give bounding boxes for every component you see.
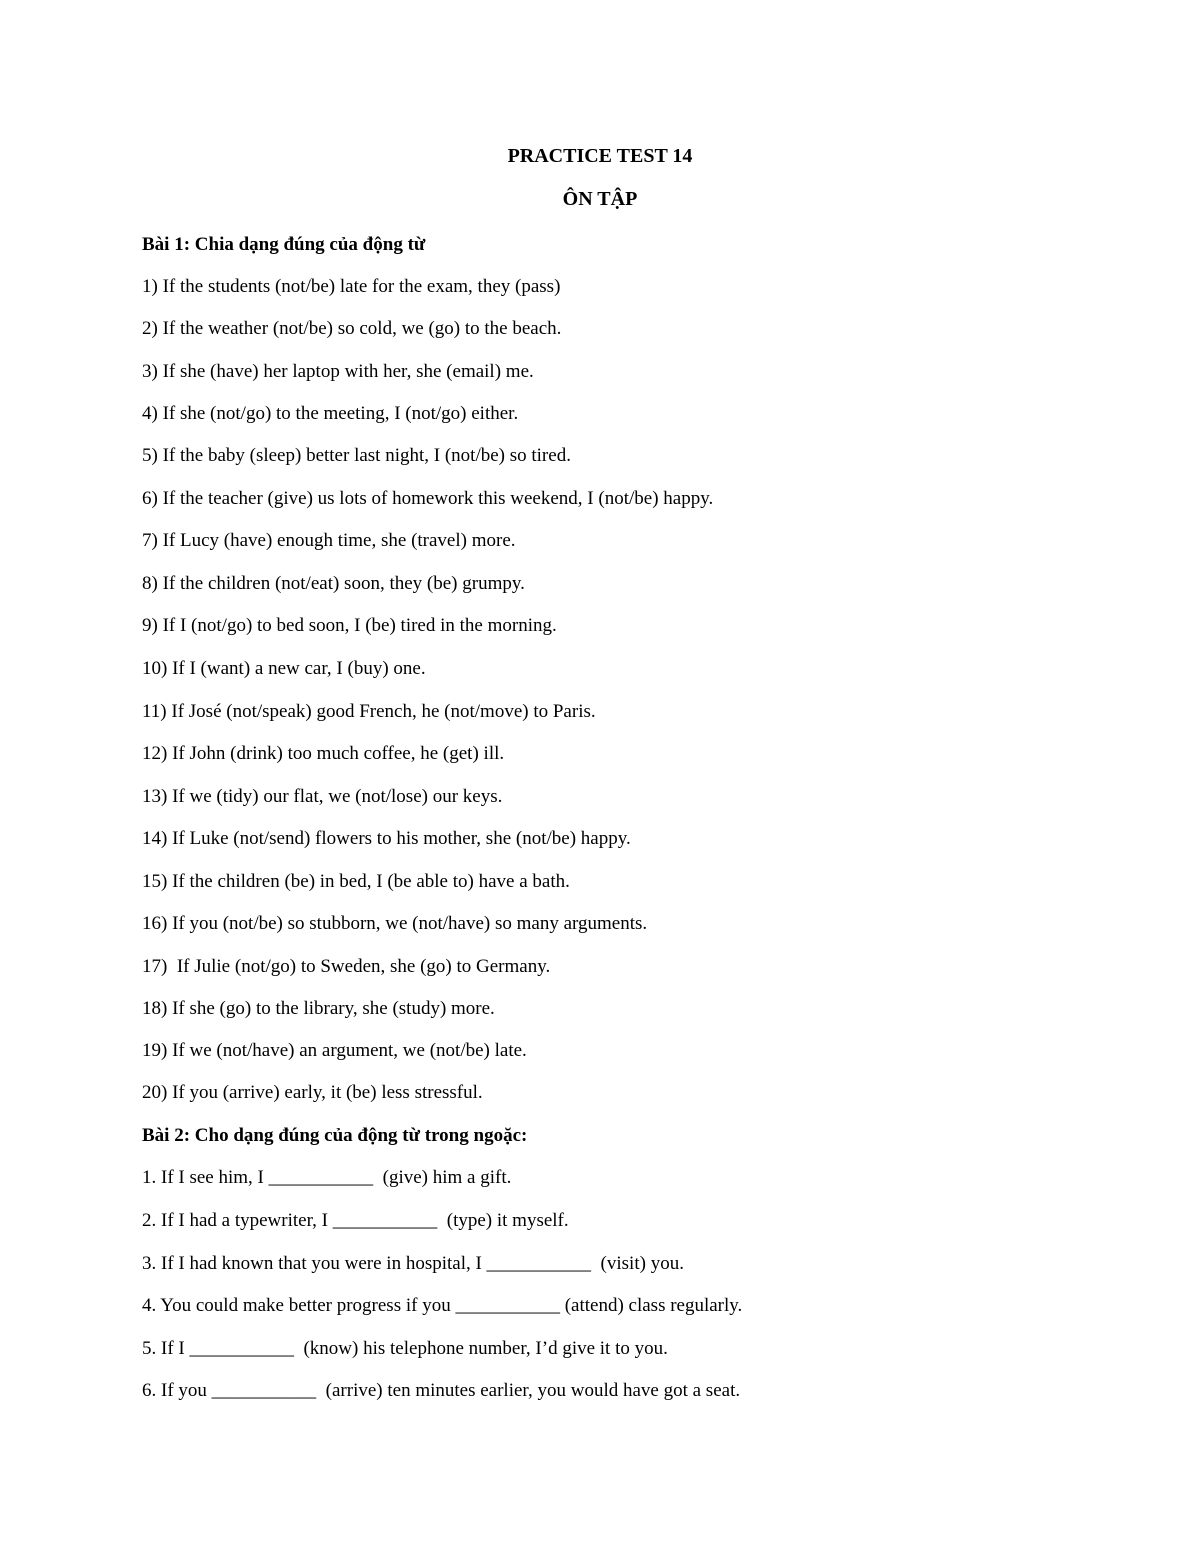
exercise2-item: 4. You could make better progress if you ___________ (attend) class regularly. bbox=[142, 1295, 743, 1316]
exercise1-item: 10) If I (want) a new car, I (buy) one. bbox=[142, 658, 426, 679]
exercise1-item: 20) If you (arrive) early, it (be) less stressful. bbox=[142, 1082, 483, 1103]
exercise1-item: 17) If Julie (not/go) to Sweden, she (go) to Germany. bbox=[142, 956, 551, 977]
section1-heading: Bài 1: Chia dạng đúng của động từ bbox=[142, 234, 426, 255]
exercise1-item: 12) If John (drink) too much coffee, he (get) ill. bbox=[142, 743, 505, 764]
exercise1-item: 7) If Lucy (have) enough time, she (travel) more. bbox=[142, 530, 516, 551]
exercise1-item: 18) If she (go) to the library, she (study) more. bbox=[142, 998, 495, 1019]
exercise1-item: 9) If I (not/go) to bed soon, I (be) tired in the morning. bbox=[142, 615, 557, 636]
exercise2-item: 3. If I had known that you were in hospital, I ___________ (visit) you. bbox=[142, 1253, 684, 1274]
exercise1-item: 13) If we (tidy) our flat, we (not/lose) our keys. bbox=[142, 786, 503, 807]
page-title: PRACTICE TEST 14 bbox=[507, 145, 693, 167]
exercise1-item: 11) If José (not/speak) good French, he (not/move) to Paris. bbox=[142, 701, 596, 722]
exercise1-item: 3) If she (have) her laptop with her, she (email) me. bbox=[142, 361, 534, 382]
exercise2-item: 1. If I see him, I ___________ (give) him a gift. bbox=[142, 1167, 512, 1188]
exercise1-item: 19) If we (not/have) an argument, we (not/be) late. bbox=[142, 1040, 527, 1061]
page-subtitle: ÔN TẬP bbox=[562, 188, 638, 210]
exercise2-item: 5. If I ___________ (know) his telephone number, I’d give it to you. bbox=[142, 1338, 668, 1359]
section2-heading: Bài 2: Cho dạng đúng của động từ trong ngoặc: bbox=[142, 1125, 528, 1146]
exercise2-item: 6. If you ___________ (arrive) ten minutes earlier, you would have got a seat. bbox=[142, 1380, 741, 1401]
exercise1-item: 16) If you (not/be) so stubborn, we (not/have) so many arguments. bbox=[142, 913, 648, 934]
exercise1-item: 2) If the weather (not/be) so cold, we (go) to the beach. bbox=[142, 318, 562, 339]
exercise1-item: 8) If the children (not/eat) soon, they (be) grumpy. bbox=[142, 573, 525, 594]
exercise1-item: 14) If Luke (not/send) flowers to his mother, she (not/be) happy. bbox=[142, 828, 631, 849]
exercise1-item: 5) If the baby (sleep) better last night, I (not/be) so tired. bbox=[142, 445, 571, 466]
exercise1-item: 15) If the children (be) in bed, I (be able to) have a bath. bbox=[142, 871, 570, 892]
exercise1-item: 4) If she (not/go) to the meeting, I (not/go) either. bbox=[142, 403, 519, 424]
exercise1-item: 1) If the students (not/be) late for the exam, they (pass) bbox=[142, 276, 561, 297]
exercise1-item: 6) If the teacher (give) us lots of homework this weekend, I (not/be) happy. bbox=[142, 488, 714, 509]
exercise2-item: 2. If I had a typewriter, I ___________ (type) it myself. bbox=[142, 1210, 569, 1231]
